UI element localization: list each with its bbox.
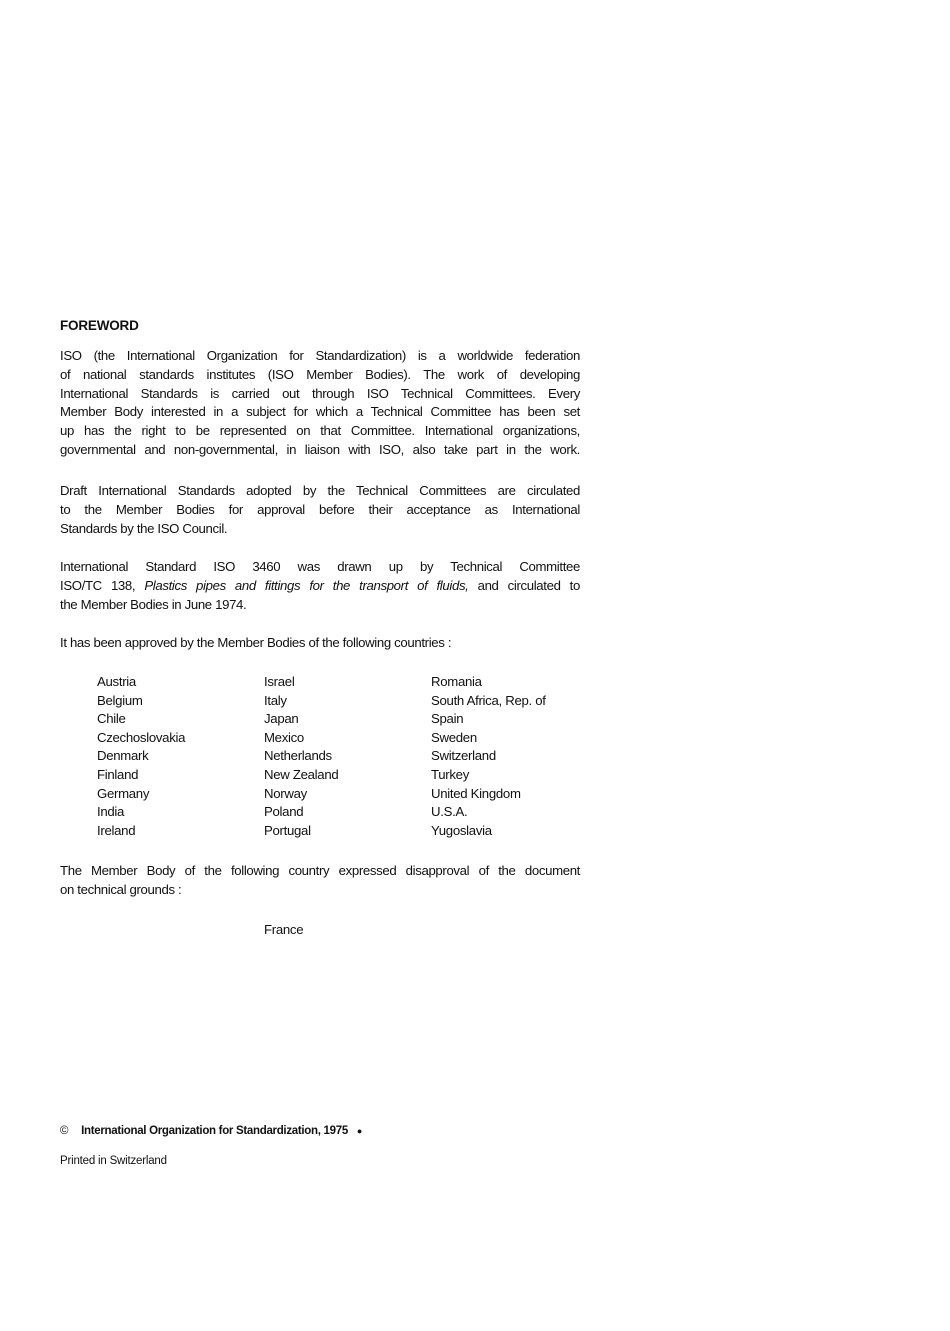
text-line: governmental and non-governmental, in liaison with ISO, also take part in the work.	[60, 441, 580, 457]
country: Germany	[97, 785, 150, 801]
text-fragment: and circulated to	[477, 577, 580, 593]
approving-countries-list	[97, 673, 598, 840]
printed-in-notice: Printed in Switzerland	[60, 1155, 167, 1167]
text-line: the Member Bodies in June 1974.	[60, 596, 247, 612]
country: Austria	[97, 674, 136, 689]
country: Turkey	[431, 766, 470, 782]
paragraph-draft-standards	[60, 482, 580, 538]
country: Israel	[264, 674, 295, 689]
text-line: International Standards is carried out through ISO Technical Committees. Every	[60, 385, 580, 401]
bullet-icon: ●	[356, 1126, 362, 1136]
text-line: Member Body interested in a subject for which a Technical Committee has been set	[60, 404, 580, 420]
text-line: to the Member Bodies for approval before their acceptance as International	[60, 501, 580, 517]
country: Czechoslovakia	[97, 729, 186, 745]
text-line: Standards by the ISO Council.	[60, 520, 228, 536]
countries-column	[264, 673, 431, 840]
disapproval-paragraph	[60, 862, 580, 900]
paragraph-iso-intro	[60, 347, 580, 460]
country: Chile	[97, 711, 126, 727]
disapproving-country: France	[264, 922, 304, 937]
committee-title: Plastics pipes and fittings for the transport of fluids,	[144, 577, 469, 593]
paragraph-iso-3460	[60, 558, 580, 614]
committee-ref: ISO/TC 138,	[60, 577, 136, 593]
country: South Africa, Rep. of	[431, 692, 546, 708]
country: Romania	[431, 674, 482, 689]
country: Japan	[264, 711, 299, 727]
text-line: Draft International Standards adopted by the Technical Committees are circulated	[60, 483, 580, 498]
country: Norway	[264, 785, 307, 801]
country: New Zealand	[264, 766, 339, 782]
country: Denmark	[97, 748, 149, 764]
text-line: on technical grounds :	[60, 881, 182, 897]
country: U.S.A.	[431, 804, 468, 820]
country: Poland	[264, 804, 304, 820]
country: Netherlands	[264, 748, 332, 764]
text-line: of national standards institutes (ISO Member Bodies). The work of developing	[60, 366, 580, 382]
country: Sweden	[431, 729, 477, 745]
country: Finland	[97, 766, 139, 782]
text-line	[60, 577, 580, 596]
country: India	[97, 804, 125, 820]
foreword-heading: FOREWORD	[60, 318, 139, 333]
country: Belgium	[97, 692, 143, 708]
text-line: The Member Body of the following country expressed disapproval of the document	[60, 863, 580, 878]
country: Portugal	[264, 822, 311, 838]
country: Italy	[264, 692, 287, 708]
text-line: International Standard ISO 3460 was drawn up by Technical Committee	[60, 559, 580, 574]
copyright-notice	[60, 1125, 362, 1137]
countries-column	[431, 673, 598, 840]
country: Yugoslavia	[431, 822, 492, 838]
country: Ireland	[97, 822, 136, 838]
countries-column	[97, 673, 264, 840]
text-line: up has the right to be represented on that Committee. International organizations,	[60, 423, 580, 439]
approval-intro	[60, 634, 580, 653]
country: Switzerland	[431, 748, 496, 764]
country: Spain	[431, 711, 464, 727]
copyright-text: International Organization for Standardization, 1975	[81, 1125, 348, 1137]
copyright-icon: ©	[60, 1125, 69, 1137]
country: Mexico	[264, 729, 304, 745]
text-line: It has been approved by the Member Bodies of the following countries :	[60, 635, 452, 650]
country: United Kingdom	[431, 785, 521, 801]
text-line: ISO (the International Organization for Standardization) is a worldwide federation	[60, 348, 580, 363]
